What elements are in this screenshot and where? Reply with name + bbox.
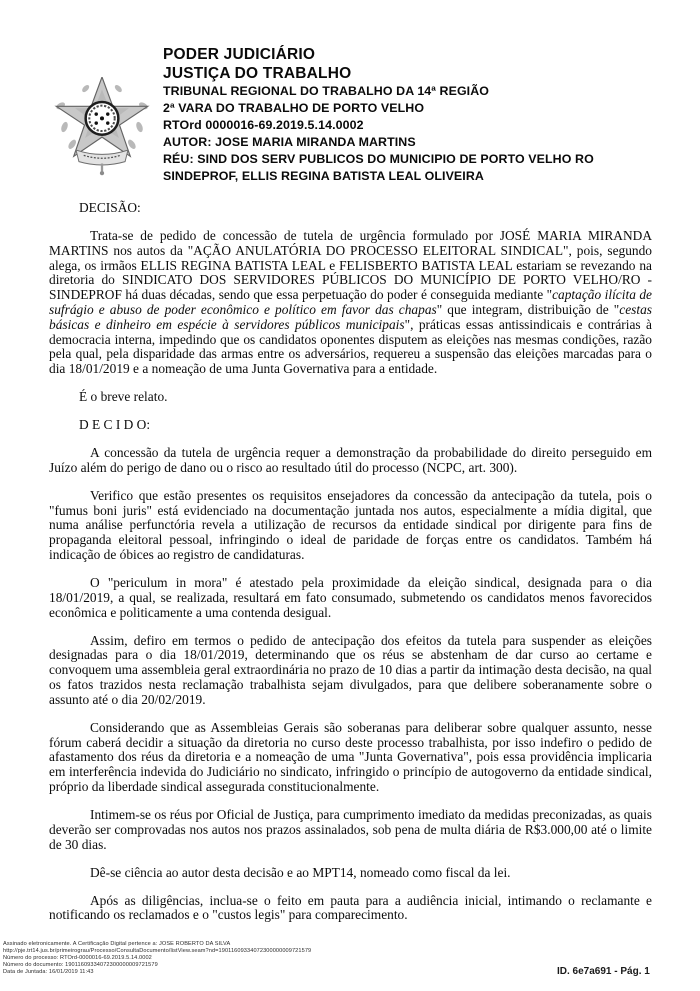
- footer-url: http://pje.trt14.jus.br/primeirograu/Processo/ConsultaDocumento/listView.seam?nd=19011609334072300000009721579: [3, 948, 312, 955]
- decido-heading: D E C I D O:: [79, 417, 151, 433]
- footer-process-number: Número do processo: RTOrd-0000016-69.2019.5.14.0002: [3, 955, 152, 962]
- header-reu-line2: SINDEPROF, ELLIS REGINA BATISTA LEAL OLIVEIRA: [163, 169, 484, 183]
- footer-signature-line: Assinado eletronicamente. A Certificação Digital pertence a: JOSE ROBERTO DA SILVA: [3, 941, 231, 947]
- decision-body: [49, 201, 652, 923]
- header-poder-judiciario: PODER JUDICIÁRIO: [163, 46, 316, 63]
- document-header: [163, 45, 663, 185]
- paragraph-periculum-in-mora: O "periculum in mora" é atestado pela proximidade da eleição sindical, designada para o dia 18/01/2019, a qual, se realizada, resultará em fato consumado, submetendo os candidatos menos favorecidos econômica e politicamente a uma contenda desigual.: [49, 575, 652, 620]
- footer-juntada-date: Data de Juntada: 16/01/2019 11:43: [3, 969, 94, 976]
- paragraph-fumus-boni-juris: Verifico que estão presentes os requisitos ensejadores da concessão da antecipação da tutela, pois o "fumus boni juris" está evidenciado na documentação juntada nos autos, especialmente a mídia digital, que numa análise perfunctória revela a utilização de recursos da entidade sindical por dirigente para fins de propaganda eleitoral pessoal, infringindo o ideal de paridade de forças entre os candidatos. Também há indicação de óbices ao registro de candidaturas.: [49, 487, 652, 563]
- footer-document-number: Número do documento: 19011609334072300000009721579: [3, 962, 158, 969]
- header-justica-trabalho: JUSTIÇA DO TRABALHO: [163, 65, 352, 82]
- header-autor: AUTOR: JOSE MARIA MIRANDA MARTINS: [163, 135, 416, 149]
- paragraph-intimacao: Intimem-se os réus por Oficial de Justiça, para cumprimento imediato da medidas preconizadas, as quais deverão ser comprovadas nos autos nos prazos assinalados, sob pena de multa diária de R$3.000,00 até o limite de 30 dias.: [49, 806, 652, 852]
- paragraph-assembleias-gerais: Considerando que as Assembleias Gerais são soberanas para deliberar sobre qualquer assunto, nesse fórum caberá decidir a situação da diretoria no curso deste processo trabalhista, por isso indefiro o pedido de afastamento dos réus da diretoria e a nomeação de uma "Junta Governativa", pois essa providência implicaria em interferência indevida do Judiciário no sindicato, infringido o princípio de autogoverno da entidade sindical, próprio da liberdade sindical assegurada constitucionalmente.: [49, 719, 652, 794]
- decisao-heading: DECISÃO:: [79, 200, 141, 215]
- header-reu-line1: RÉU: SIND DOS SERV PUBLICOS DO MUNICIPIO DE PORTO VELHO RO: [163, 152, 594, 166]
- paragraph-tutela-requirements: A concessão da tutela de urgência requer a demonstração da probabilidade do direito perseguido em Juízo além do perigo de dano ou o risco ao resultado útil do processo (NCPC, art. 300).: [49, 445, 652, 475]
- paragraph-brief-report: É o breve relato.: [79, 389, 168, 405]
- header-tribunal: TRIBUNAL REGIONAL DO TRABALHO DA 14ª REGIÃO: [163, 84, 490, 98]
- paragraph-deferimento: Assim, defiro em termos o pedido de antecipação dos efeitos da tutela para suspender as eleições designadas para o dia 18/01/2019, determinando que os réus se abstenham de dar curso ao certame e convoquem uma assembleia geral extraordinária no prazo de 10 dias a partir da intimação desta decisão, na qual os fatos trazidos nesta reclamação trabalhista sejam divulgados, para que delibere soberanamente sobre o assunto até o dia 20/02/2019.: [49, 632, 652, 707]
- header-case-number: RTOrd 0000016-69.2019.5.14.0002: [163, 118, 364, 132]
- brazil-coat-of-arms-icon: [49, 77, 155, 177]
- paragraph-ciencia-mpt: Dê-se ciência ao autor desta decisão e ao MPT14, nomeado como fiscal da lei.: [90, 864, 511, 880]
- paragraph-diligencias: Após as diligências, inclua-se o feito em pauta para a audiência inicial, intimando o reclamante e notificando os reclamados e o "custos legis" para comparecimento.: [49, 892, 652, 923]
- header-vara: 2ª VARA DO TRABALHO DE PORTO VELHO: [163, 101, 425, 115]
- paragraph-report: Trata-se de pedido de concessão de tutela de urgência formulado por JOSÉ MARIA MIRANDA MARTINS nos autos da "AÇÃO ANULATÓRIA DO PROCESSO ELEITORAL SINDICAL", pois, segundo alega, os irmãos ELLIS REGINA BATISTA LEAL e FELISBERTO BATISTA LEAL estariam se revezando na diretoria do SINDICATO DOS SERVIDORES PÚBLICOS DO MUNICÍPIO DE PORTO VELHO/RO - SINDEPROF há duas décadas, sendo que essa perpetuação do poder é conseguida mediante "captação ilícita de sufrágio e abuso de poder econômico e político em favor das chapas" que integram, distribuição de "cestas básicas e dinheiro em espécie à servidores públicos municipais", práticas essas antissindicais e contrárias à democracia interna, impedindo que os candidatos oponentes disputem as eleições nas mesmas condições, razão pela qual, pela disparidade das armas entre os adversários, requereu a suspensão das eleições marcadas para o dia 18/01/2019 e a nomeação de uma Junta Governativa para a entidade.: [49, 227, 653, 377]
- document-id-page-label: ID. 6e7a691 - Pág. 1: [557, 966, 650, 977]
- pje-footer: [3, 941, 311, 976]
